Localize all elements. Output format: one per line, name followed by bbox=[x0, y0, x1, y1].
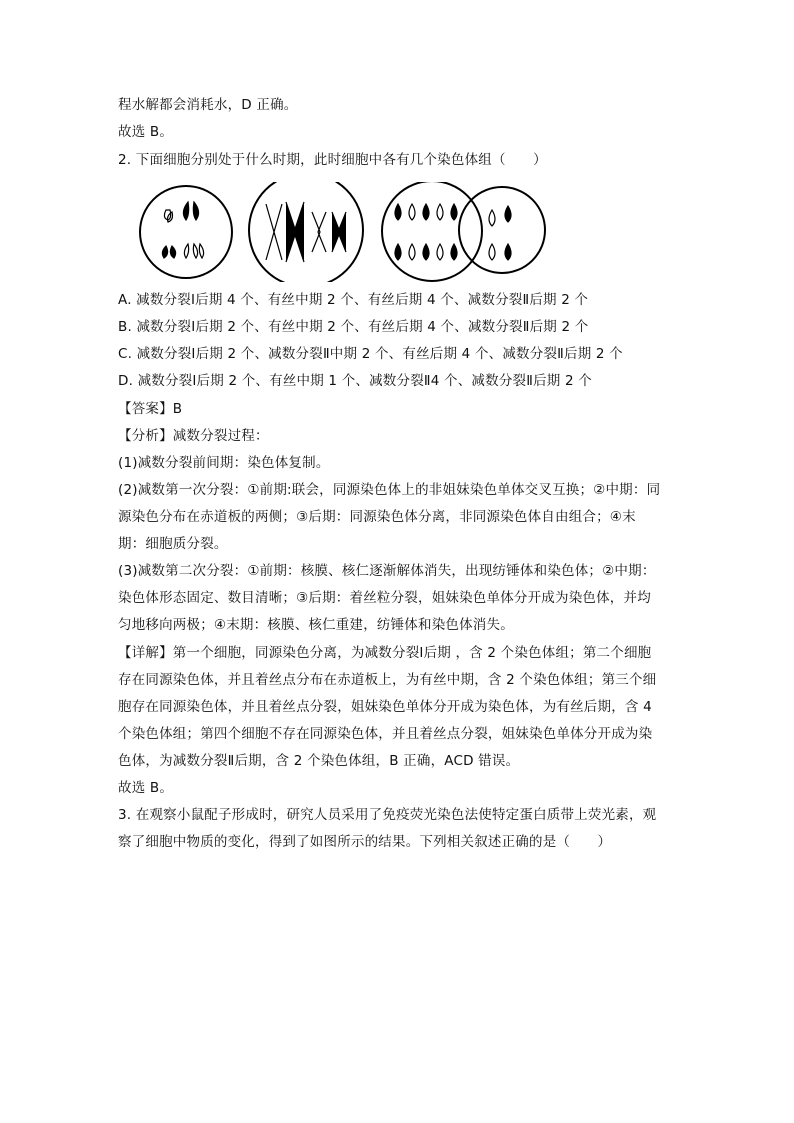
answer-line: 【答案】B bbox=[118, 401, 183, 417]
cell-1 bbox=[140, 186, 232, 278]
cell-3-chromosomes bbox=[395, 204, 457, 260]
analysis-item-1: (1)减数分裂前间期：染色体复制。 bbox=[118, 455, 330, 471]
question-3-stem: 3. 在观察小鼠配子形成时，研究人员采用了免疫荧光染色法使特定蛋白质带上荧光素，观 bbox=[118, 807, 657, 823]
paragraph-line: 故选 B。 bbox=[118, 124, 174, 140]
paragraph-line: 程水解都会消耗水，D 正确。 bbox=[118, 97, 298, 113]
cell-2-chromosomes bbox=[266, 202, 346, 262]
cell-4-chromosomes bbox=[489, 206, 511, 260]
detail-line: 【详解】第一个细胞，同源染色分离，为减数分裂Ⅰ后期 ，含 2 个染色体组；第二个细胞 bbox=[118, 645, 652, 661]
analysis-item-2-cont: 源染色分布在赤道板的两侧；③后期：同源染色体分离，非同源染色体自由组合；④末 bbox=[118, 509, 636, 525]
detail-line: 个染色体组；第四个细胞不存在同源染色体，并且着丝点分裂，姐妹染色单体分开成为染 bbox=[118, 726, 653, 742]
cell-1-chromosomes bbox=[162, 202, 203, 258]
analysis-item-2: (2)减数第一次分裂：①前期:联会，同源染色体上的非姐妹染色单体交叉互换；②中期：同 bbox=[118, 482, 661, 498]
cell-3 bbox=[382, 182, 482, 281]
analysis-item-3: (3)减数第二次分裂：①前期：核膜、核仁逐渐解体消失，出现纺锤体和染色体；②中期： bbox=[118, 563, 656, 579]
option-b: B. 减数分裂Ⅰ后期 2 个、有丝中期 2 个、有丝后期 4 个、减数分裂Ⅱ后期 2 个 bbox=[118, 319, 589, 335]
paragraph-line: 故选 B。 bbox=[118, 780, 174, 796]
analysis-item-2-cont: 期：细胞质分裂。 bbox=[118, 536, 228, 552]
analysis-item-3-cont: 匀地移向两极；④末期：核膜、核仁重建，纺锤体和染色体消失。 bbox=[118, 617, 514, 633]
option-c: C. 减数分裂Ⅰ后期 2 个、减数分裂Ⅱ中期 2 个、有丝后期 4 个、减数分裂Ⅱ后期 2 个 bbox=[118, 346, 623, 362]
cell-4 bbox=[459, 187, 545, 273]
detail-line: 色体，为减数分裂Ⅱ后期，含 2 个染色体组，B 正确，ACD 错误。 bbox=[118, 753, 520, 769]
analysis-item-3-cont: 染色体形态固定、数目清晰；③后期：着丝粒分裂，姐妹染色单体分开成为染色体，并均 bbox=[118, 590, 651, 606]
analysis-heading: 【分析】减数分裂过程： bbox=[118, 428, 269, 444]
cell-division-figure bbox=[136, 182, 556, 282]
question-3-stem-cont: 察了细胞中物质的变化，得到了如图所示的结果。下列相关叙述正确的是（ ） bbox=[118, 834, 612, 850]
detail-line: 存在同源染色体，并且着丝点分布在赤道板上，为有丝中期，含 2 个染色体组；第三个细 bbox=[118, 672, 657, 688]
question-2-stem: 2. 下面细胞分别处于什么时期，此时细胞中各有几个染色体组（ ） bbox=[118, 152, 547, 168]
option-d: D. 减数分裂Ⅰ后期 2 个、有丝中期 1 个、减数分裂Ⅱ4 个、减数分裂Ⅱ后期 2 个 bbox=[118, 373, 592, 389]
option-a: A. 减数分裂Ⅰ后期 4 个、有丝中期 2 个、有丝后期 4 个、减数分裂Ⅱ后期 2 个 bbox=[118, 292, 589, 308]
detail-line: 胞存在同源染色体，并且着丝点分裂，姐妹染色单体分开成为染色体，为有丝后期，含 4 bbox=[118, 699, 652, 715]
